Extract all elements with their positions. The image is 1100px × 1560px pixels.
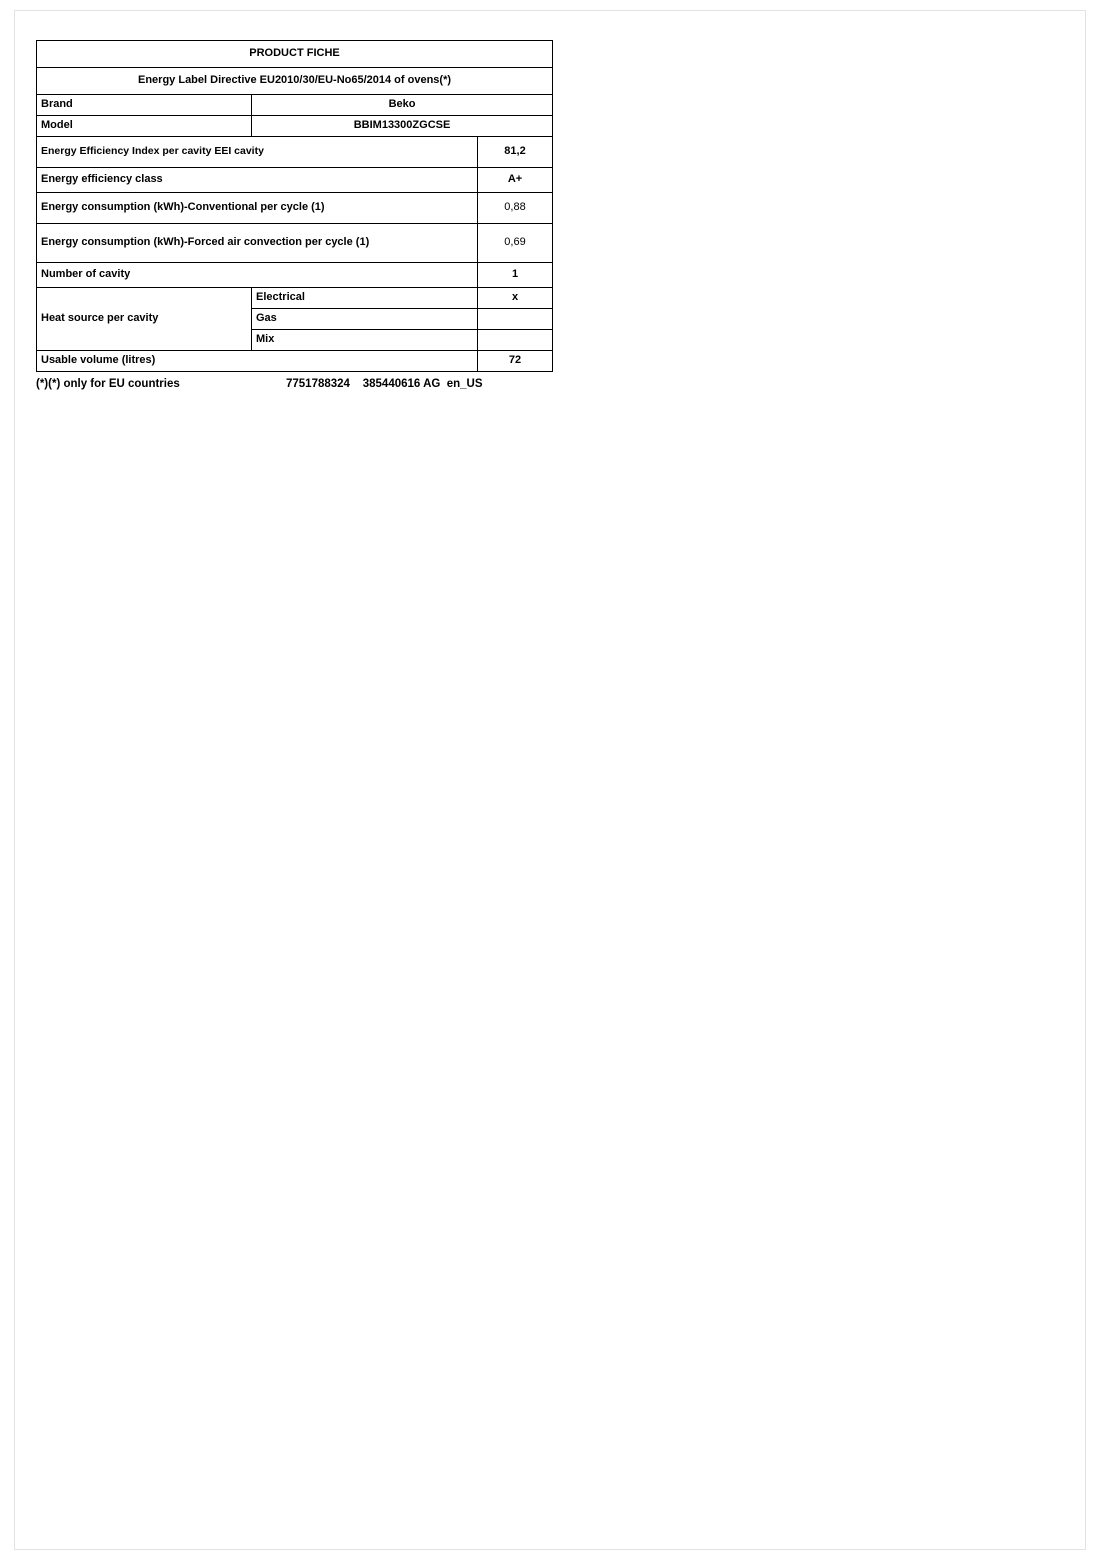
row-value-brand: Beko xyxy=(252,95,553,116)
heat-source-option-electrical: Electrical xyxy=(252,288,478,309)
page-subtitle: Energy Label Directive EU2010/30/EU-No65/2014 of ovens(*) xyxy=(37,68,553,95)
row-label-heat-source: Heat source per cavity xyxy=(37,288,252,351)
table-row xyxy=(37,263,553,288)
heat-source-mark-mix xyxy=(478,330,553,351)
table-row-subtitle xyxy=(37,68,553,95)
row-label-energy-class: Energy efficiency class xyxy=(37,168,478,193)
row-label-consumption-forced-air: Energy consumption (kWh)-Forced air convection per cycle (1) xyxy=(37,224,478,263)
table-row xyxy=(37,351,553,372)
table-row xyxy=(37,95,553,116)
table-row-heat-source-electrical xyxy=(37,288,553,309)
row-value-consumption-forced-air: 0,69 xyxy=(478,224,553,263)
table-row xyxy=(37,137,553,168)
row-value-energy-class: A+ xyxy=(478,168,553,193)
row-value-model: BBIM13300ZGCSE xyxy=(252,116,553,137)
row-value-eei: 81,2 xyxy=(478,137,553,168)
product-fiche-sheet xyxy=(36,40,552,390)
row-value-usable-volume: 72 xyxy=(478,351,553,372)
row-label-brand: Brand xyxy=(37,95,252,116)
row-label-eei: Energy Efficiency Index per cavity EEI cavity xyxy=(37,137,478,168)
footer-codes: 7751788324 385440616 AG en_US xyxy=(286,378,483,390)
row-value-number-of-cavity: 1 xyxy=(478,263,553,288)
heat-source-option-gas: Gas xyxy=(252,309,478,330)
row-label-model: Model xyxy=(37,116,252,137)
heat-source-mark-gas xyxy=(478,309,553,330)
table-row xyxy=(37,116,553,137)
row-label-usable-volume: Usable volume (litres) xyxy=(37,351,478,372)
table-row-title xyxy=(37,41,553,68)
footer xyxy=(36,378,552,390)
heat-source-option-mix: Mix xyxy=(252,330,478,351)
page-title: PRODUCT FICHE xyxy=(37,41,553,68)
product-fiche-table xyxy=(36,40,553,372)
row-value-consumption-conventional: 0,88 xyxy=(478,193,553,224)
table-row xyxy=(37,168,553,193)
row-label-number-of-cavity: Number of cavity xyxy=(37,263,478,288)
footer-note: (*)(*) only for EU countries xyxy=(36,378,180,390)
row-label-consumption-conventional: Energy consumption (kWh)-Conventional per cycle (1) xyxy=(37,193,478,224)
heat-source-mark-electrical: x xyxy=(478,288,553,309)
table-row xyxy=(37,193,553,224)
table-row xyxy=(37,224,553,263)
